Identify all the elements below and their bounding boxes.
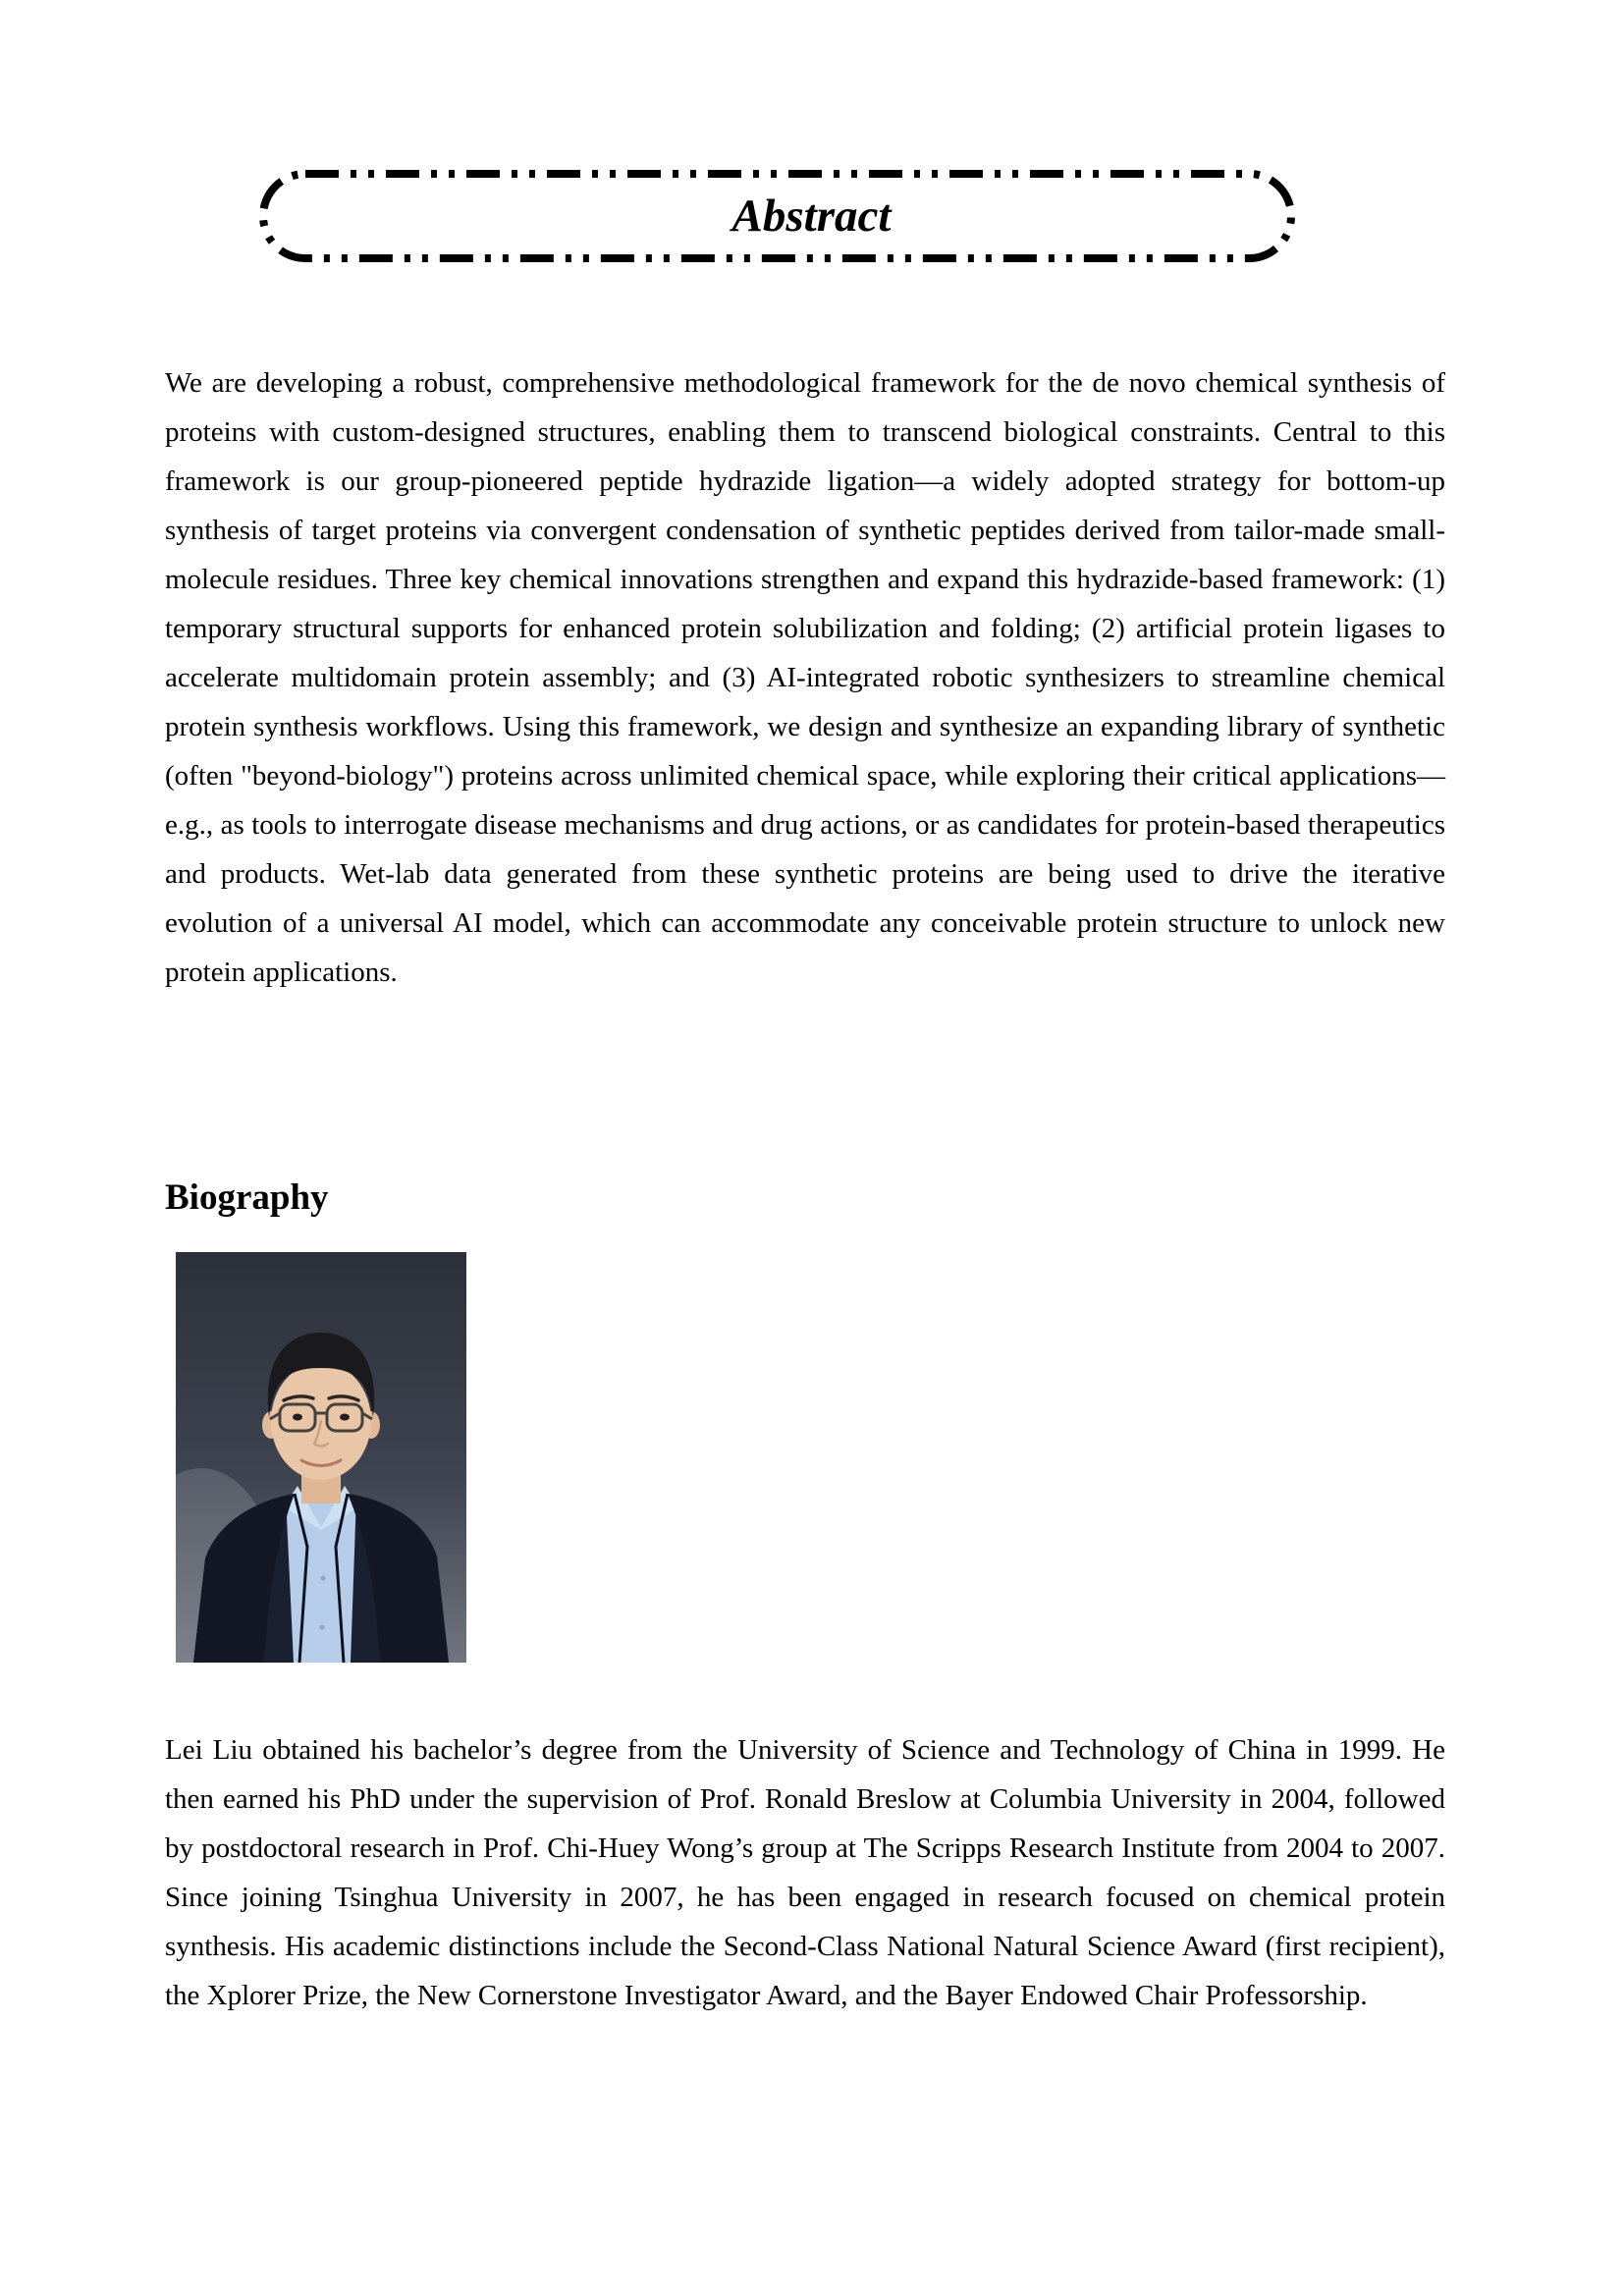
portrait-photo [176, 1252, 466, 1663]
abstract-paragraph: We are developing a robust, comprehensive methodological framework for the de novo chemical synthesis of proteins with custom-designed structures, enabling them to transcend biological constraints. Central to this framework is our group-pioneered peptide hydrazide ligation—a widely adopted strategy for bottom-up synthesis of target proteins via convergent condensation of synthetic peptides derived from tailor-made small-molecule residues. Three key chemical innovations strengthen and expand this hydrazide-based framework: (1) temporary structural supports for enhanced protein solubilization and folding; (2) artificial protein ligases to accelerate multidomain protein assembly; and (3) AI-integrated robotic synthesizers to streamline chemical protein synthesis workflows. Using this framework, we design and synthesize an expanding library of synthetic (often "beyond-biology") proteins across unlimited chemical space, while exploring their critical applications—e.g., as tools to interrogate disease mechanisms and drug actions, or as candidates for protein-based therapeutics and products. Wet-lab data generated from these synthetic proteins are being used to drive the iterative evolution of a universal AI model, which can accommodate any conceivable protein structure to unlock new protein applications. [165, 367, 1445, 988]
abstract-title: Abstract [731, 191, 892, 242]
eye-right [340, 1414, 350, 1421]
eye-left [293, 1414, 302, 1421]
shirt-button [319, 1624, 324, 1629]
shirt-button [320, 1575, 325, 1580]
biography-paragraph: Lei Liu obtained his bachelor’s degree from the University of Science and Technology of China in 1999. He then earned his PhD under the supervision of Prof. Ronald Breslow at Columbia University in 2004, followed by postdoctoral research in Prof. Chi-Huey Wong’s group at The Scripps Research Institute from 2004 to 2007. Since joining Tsinghua University in 2007, he has been engaged in research focused on chemical protein synthesis. His academic distinctions include the Second-Class National Natural Science Award (first recipient), the Xplorer Prize, the New Cornerstone Investigator Award, and the Bayer Endowed Chair Professorship. [165, 1734, 1445, 2011]
abstract-title-box [258, 169, 1296, 263]
biography-heading: Biography [165, 1177, 329, 1218]
portrait-illustration [176, 1252, 466, 1663]
